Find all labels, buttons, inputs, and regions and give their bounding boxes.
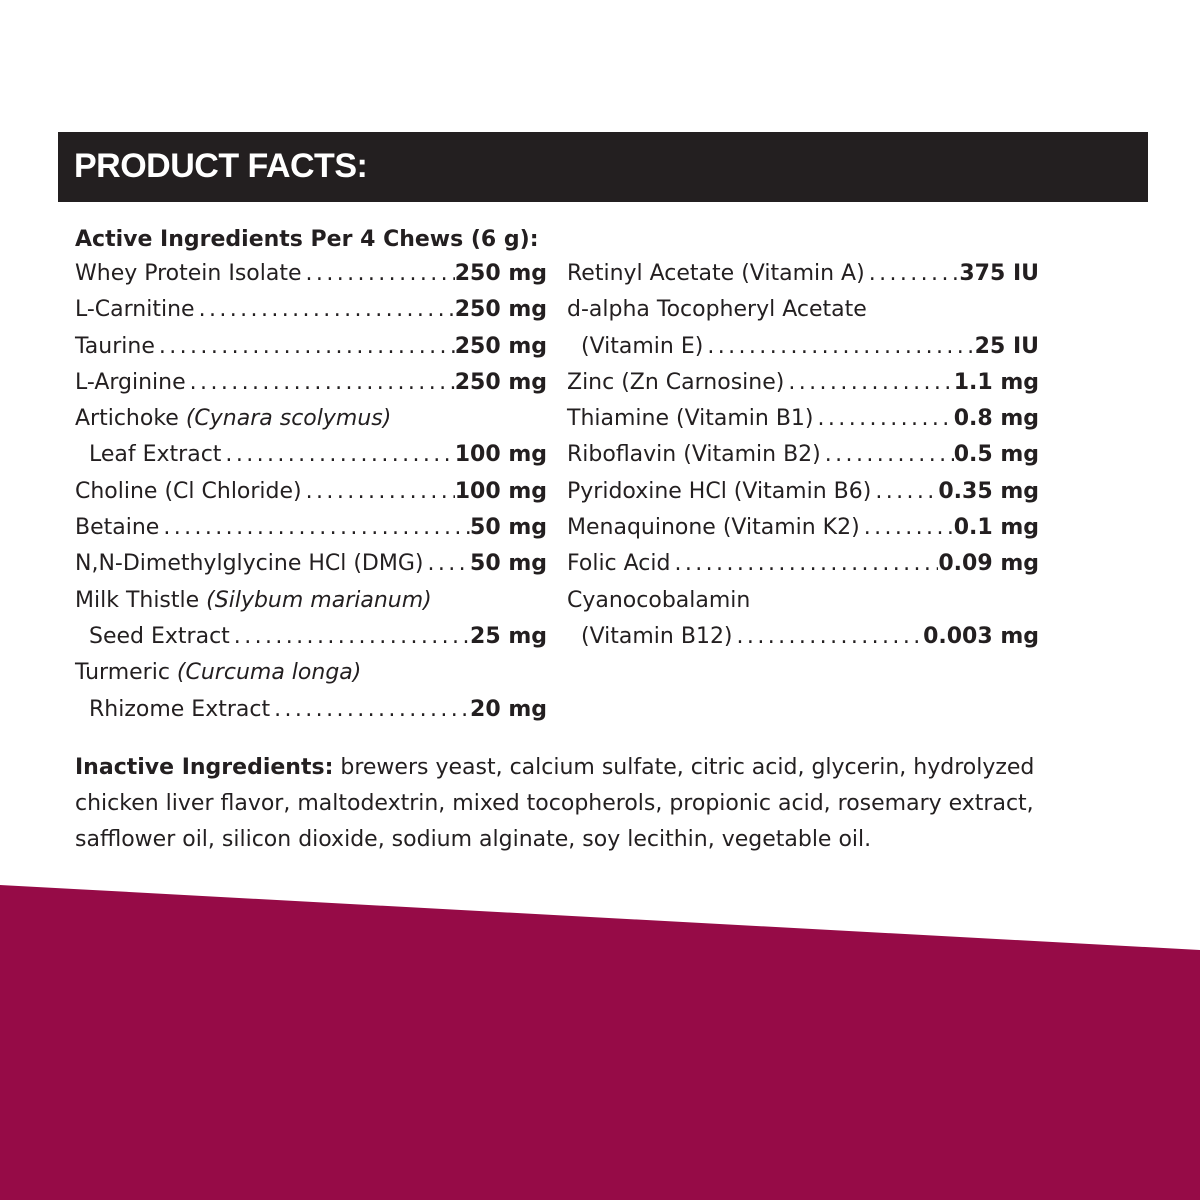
ingredient-row	[567, 437, 1039, 473]
ingredient-amount: 50 mg	[470, 551, 547, 577]
dot-leader	[186, 365, 455, 401]
ingredient-name: Leaf Extract	[89, 442, 222, 468]
dot-leader	[814, 401, 954, 437]
ingredient-label	[567, 546, 670, 582]
ingredient-row	[75, 546, 547, 582]
ingredient-label	[75, 401, 391, 437]
ingredient-row	[75, 437, 547, 473]
dot-leader	[270, 692, 470, 728]
ingredient-row	[75, 292, 547, 328]
dot-leader	[703, 329, 974, 365]
ingredient-label	[75, 365, 186, 401]
ingredient-name: Artichoke	[75, 406, 186, 432]
ingredient-label	[567, 292, 867, 328]
ingredient-row	[567, 619, 1039, 655]
ingredient-name: (Vitamin B12)	[581, 623, 733, 649]
ingredient-amount: 1.1 mg	[953, 369, 1039, 395]
ingredient-row	[75, 619, 547, 655]
ingredient-name: Milk Thistle	[75, 587, 207, 613]
dot-leader	[733, 619, 924, 655]
ingredient-label	[75, 474, 302, 510]
ingredient-amount: 0.5 mg	[953, 442, 1039, 468]
ingredient-amount: 20 mg	[470, 696, 547, 722]
ingredient-label	[581, 619, 733, 655]
ingredient-row	[567, 401, 1039, 437]
ingredient-amount: 250 mg	[454, 297, 547, 323]
ingredient-row	[75, 583, 547, 619]
ingredient-amount: 0.35 mg	[938, 478, 1039, 504]
ingredient-name: Folic Acid	[567, 551, 671, 577]
ingredient-label	[567, 437, 821, 473]
ingredient-name: d-alpha Tocopheryl Acetate	[567, 297, 867, 323]
ingredient-amount: 375 IU	[959, 261, 1039, 286]
ingredient-label	[89, 619, 230, 655]
ingredient-latin-name: (Silybum marianum)	[206, 587, 432, 613]
ingredient-row	[567, 329, 1039, 365]
ingredient-name: Seed Extract	[89, 623, 230, 649]
ingredient-row	[75, 365, 547, 401]
ingredient-amount: 100 mg	[454, 442, 547, 468]
ingredient-amount: 100 mg	[454, 478, 547, 504]
ingredient-label	[567, 401, 814, 437]
ingredient-name: Taurine	[75, 333, 155, 359]
dot-leader	[871, 474, 938, 510]
ingredient-name: Choline (Cl Chloride)	[75, 478, 302, 504]
dot-leader	[302, 256, 455, 292]
active-ingredients-left-column	[75, 256, 547, 728]
dot-leader	[195, 292, 455, 328]
ingredient-name: Turmeric	[75, 660, 177, 686]
ingredient-row	[567, 365, 1039, 401]
ingredient-label	[75, 583, 432, 619]
ingredient-row	[75, 510, 547, 546]
ingredient-name: Menaquinone (Vitamin K2)	[567, 515, 860, 541]
page-title: PRODUCT FACTS:	[74, 147, 368, 185]
ingredient-latin-name: (Curcuma longa)	[176, 660, 362, 686]
ingredient-row	[567, 583, 1039, 619]
inactive-ingredients	[75, 750, 1065, 858]
ingredient-label	[89, 437, 221, 473]
ingredient-name: Riboflavin (Vitamin B2)	[567, 442, 821, 468]
ingredient-row	[75, 474, 547, 510]
ingredient-name: (Vitamin E)	[581, 333, 704, 359]
ingredient-row	[567, 546, 1039, 582]
ingredient-label	[567, 365, 784, 401]
ingredient-row	[567, 292, 1039, 328]
ingredient-label	[581, 329, 703, 365]
ingredient-row	[75, 256, 547, 292]
ingredient-name: N,N-Dimethylglycine HCl (DMG)	[75, 551, 424, 577]
ingredient-latin-name: (Cynara scolymus)	[185, 406, 392, 432]
ingredient-name: L-Carnitine	[75, 297, 195, 323]
ingredient-name: Zinc (Zn Carnosine)	[567, 369, 785, 395]
ingredient-amount: 250 mg	[454, 333, 547, 359]
ingredient-label	[567, 510, 860, 546]
ingredient-amount: 250 mg	[454, 261, 547, 286]
ingredient-row	[567, 256, 1039, 292]
active-ingredients-right-column	[567, 256, 1039, 655]
active-ingredients-heading: Active Ingredients Per 4 Chews (6 g):	[75, 227, 539, 252]
dot-leader	[155, 329, 455, 365]
ingredient-row	[567, 510, 1039, 546]
dot-leader	[670, 546, 938, 582]
ingredient-name: Cyanocobalamin	[567, 587, 751, 613]
ingredient-name: Betaine	[75, 515, 160, 541]
dot-leader	[860, 510, 954, 546]
ingredient-label	[75, 292, 195, 328]
ingredient-label	[89, 692, 270, 728]
ingredient-label	[567, 474, 871, 510]
dot-leader	[424, 546, 471, 582]
dot-leader	[865, 256, 960, 292]
ingredient-row	[75, 329, 547, 365]
dot-leader	[221, 437, 454, 473]
ingredient-amount: 0.09 mg	[938, 551, 1039, 577]
ingredient-amount: 50 mg	[470, 515, 547, 541]
ingredient-label	[75, 510, 159, 546]
ingredient-name: L-Arginine	[75, 369, 186, 395]
title-bar	[58, 132, 1148, 202]
ingredient-name: Thiamine (Vitamin B1)	[567, 406, 814, 432]
ingredient-label	[75, 256, 302, 292]
dot-leader	[302, 474, 455, 510]
magenta-band-shape	[0, 885, 1200, 1200]
ingredient-row	[75, 692, 547, 728]
ingredient-name: Rhizome Extract	[89, 696, 271, 722]
ingredient-amount: 250 mg	[454, 369, 547, 395]
ingredient-row	[75, 401, 547, 437]
ingredient-row	[567, 474, 1039, 510]
ingredient-label	[75, 329, 155, 365]
dot-leader	[159, 510, 470, 546]
dot-leader	[821, 437, 954, 473]
ingredient-label	[567, 583, 750, 619]
ingredient-label	[75, 546, 424, 582]
ingredient-row	[75, 655, 547, 691]
ingredient-label	[567, 256, 865, 292]
inactive-ingredients-text: brewers yeast, calcium sulfate, citric acid, glycerin, hydrolyzed chicken liver flavor, maltodextrin, mixed tocopherols, propionic acid, rosemary extract, safflower oil, silicon dioxide, sodium alginate, soy lecithin, vegetable oil.	[75, 755, 1035, 852]
ingredient-amount: 25 IU	[974, 333, 1039, 359]
ingredient-label	[75, 655, 361, 691]
ingredient-name: Pyridoxine HCl (Vitamin B6)	[567, 478, 872, 504]
dot-leader	[784, 365, 953, 401]
ingredient-name: Whey Protein Isolate	[75, 261, 302, 286]
ingredient-amount: 0.8 mg	[953, 406, 1039, 432]
ingredient-amount: 0.003 mg	[923, 623, 1039, 649]
ingredient-name: Retinyl Acetate (Vitamin A)	[567, 261, 865, 286]
inactive-ingredients-label: Inactive Ingredients:	[75, 755, 334, 780]
ingredient-amount: 25 mg	[470, 623, 547, 649]
dot-leader	[230, 619, 470, 655]
ingredient-amount: 0.1 mg	[953, 515, 1039, 541]
